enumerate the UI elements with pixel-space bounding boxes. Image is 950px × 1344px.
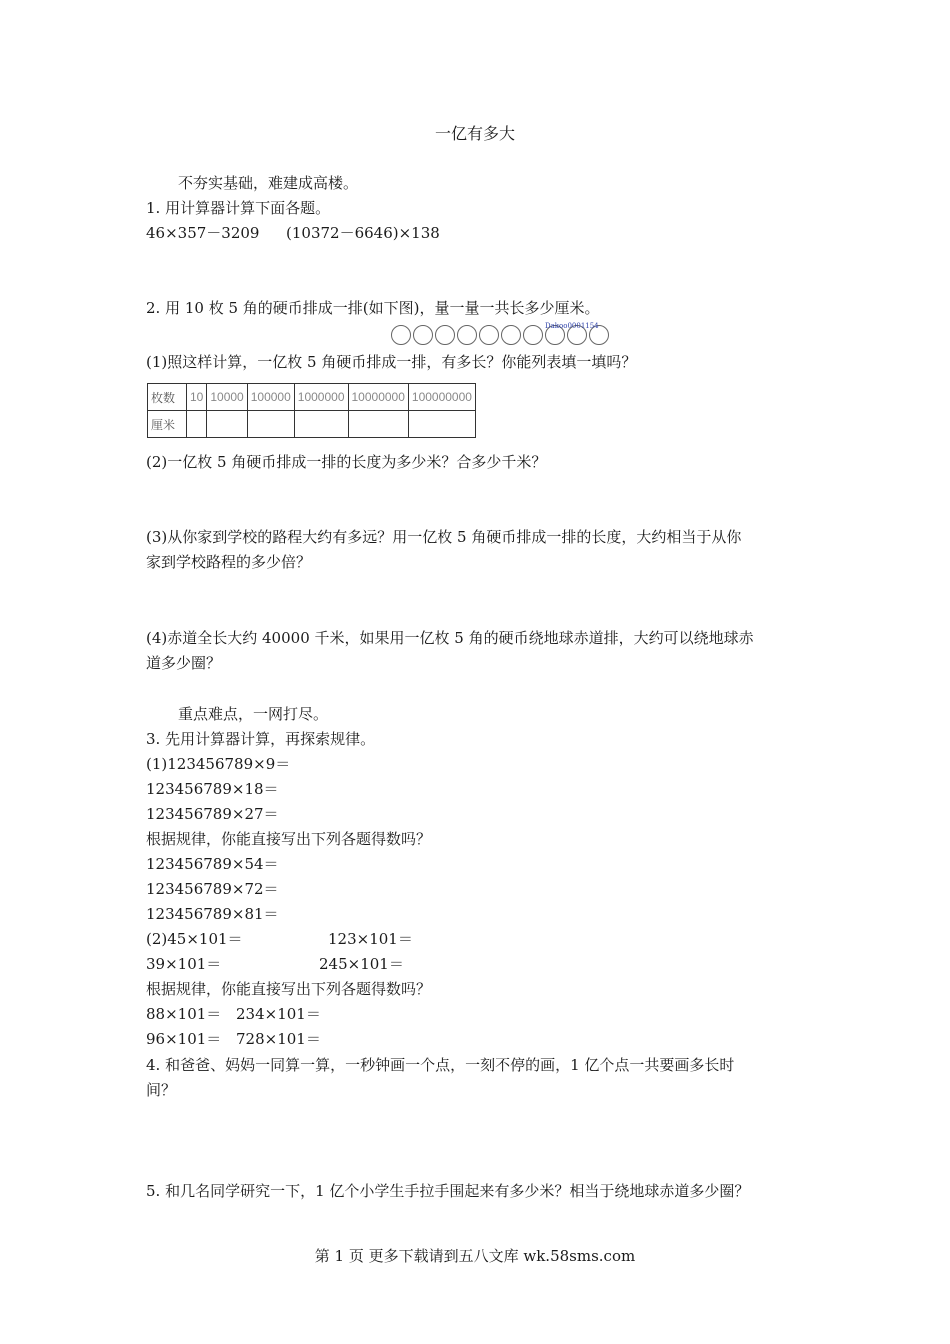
coin-circle — [501, 325, 521, 345]
question-3-line: 123456789×81＝ — [146, 905, 279, 923]
table-cell: 10 — [187, 384, 207, 411]
page-title: 一亿有多大 — [434, 124, 515, 143]
table-row — [148, 384, 476, 411]
question-3-line: 96×101＝ — [146, 1030, 222, 1048]
question-1-expr-a: 46×357－3209 — [146, 224, 260, 242]
question-1-expr-b: (10372－6646)×138 — [286, 224, 440, 242]
question-3-line: 123×101＝ — [328, 930, 413, 948]
table-row — [148, 411, 476, 438]
section-header-basics: 不夯实基础，难建成高楼。 — [178, 174, 359, 192]
question-3-line: 123456789×18＝ — [146, 780, 279, 798]
coin-circle — [435, 325, 455, 345]
question-3-line: 123456789×27＝ — [146, 805, 279, 823]
question-2-sub-1: (1)照这样计算，一亿枚 5 角硬币排成一排，有多长？你能列表填一填吗？ — [146, 353, 637, 371]
question-3-line: 123456789×72＝ — [146, 880, 279, 898]
question-2-sub-2: (2)一亿枚 5 角硬币排成一排的长度为多少米？合多少千米？ — [146, 453, 547, 471]
table-cell-empty — [294, 411, 348, 438]
question-3-prompt: 3. 先用计算器计算，再探索规律。 — [146, 730, 376, 748]
question-3-line: (1)123456789×9＝ — [146, 755, 291, 773]
table-cell-empty — [207, 411, 247, 438]
question-2-sub-4-line-2: 道多少圈？ — [146, 654, 222, 672]
coin-circle — [391, 325, 411, 345]
table-cell: 100000000 — [408, 384, 475, 411]
question-4-line-1: 4. 和爸爸、妈妈一同算一算，一秒钟画一个点，一刻不停的画，1 亿个点一共要画多长时 — [146, 1056, 735, 1074]
question-5-line-1: 5. 和几名同学研究一下，1 亿个小学生手拉手围起来有多少米？相当于绕地球赤道多少圈？ — [146, 1182, 750, 1200]
table-cell: 1000000 — [294, 384, 348, 411]
coin-circle — [457, 325, 477, 345]
question-3-line: 245×101＝ — [319, 955, 404, 973]
question-4-line-2: 间？ — [146, 1081, 177, 1099]
coin-length-table — [147, 383, 476, 438]
question-2-sub-3-line-1: (3)从你家到学校的路程大约有多远？用一亿枚 5 角硬币排成一排的长度，大约相当于从你 — [146, 528, 742, 546]
question-3-instruction: 根据规律，你能直接写出下列各题得数吗？ — [146, 980, 432, 998]
page-footer: 第 1 页 更多下载请到五八文库 wk.58sms.com — [314, 1247, 636, 1265]
table-cell-empty — [247, 411, 294, 438]
question-3-line: 39×101＝ — [146, 955, 222, 973]
question-3-line: 123456789×54＝ — [146, 855, 279, 873]
coin-circle — [523, 325, 543, 345]
coin-circle — [413, 325, 433, 345]
figure-watermark: Dakoo0001154 — [545, 322, 599, 330]
section-header-key-points: 重点难点，一网打尽。 — [178, 705, 329, 723]
table-row-label: 厘米 — [148, 411, 187, 438]
question-3-line: 88×101＝ — [146, 1005, 222, 1023]
table-cell-empty — [348, 411, 408, 438]
table-cell: 10000 — [207, 384, 247, 411]
question-2-sub-3-line-2: 家到学校路程的多少倍？ — [146, 553, 312, 571]
table-cell-empty — [187, 411, 207, 438]
question-2-sub-4-line-1: (4)赤道全长大约 40000 千米，如果用一亿枚 5 角的硬币绕地球赤道排，大约可以绕地球赤 — [146, 629, 754, 647]
table-cell: 10000000 — [348, 384, 408, 411]
question-3-line: (2)45×101＝ — [146, 930, 243, 948]
question-1-prompt: 1. 用计算器计算下面各题。 — [146, 199, 331, 217]
coin-circle — [479, 325, 499, 345]
table-cell-empty — [408, 411, 475, 438]
table-cell: 100000 — [247, 384, 294, 411]
question-2-prompt: 2. 用 10 枚 5 角的硬币排成一排(如下图)，量一量一共长多少厘米。 — [146, 299, 600, 317]
question-3-line: 234×101＝ — [236, 1005, 321, 1023]
table-row-label: 枚数 — [148, 384, 187, 411]
question-3-line: 728×101＝ — [236, 1030, 321, 1048]
question-3-instruction: 根据规律，你能直接写出下列各题得数吗？ — [146, 830, 432, 848]
